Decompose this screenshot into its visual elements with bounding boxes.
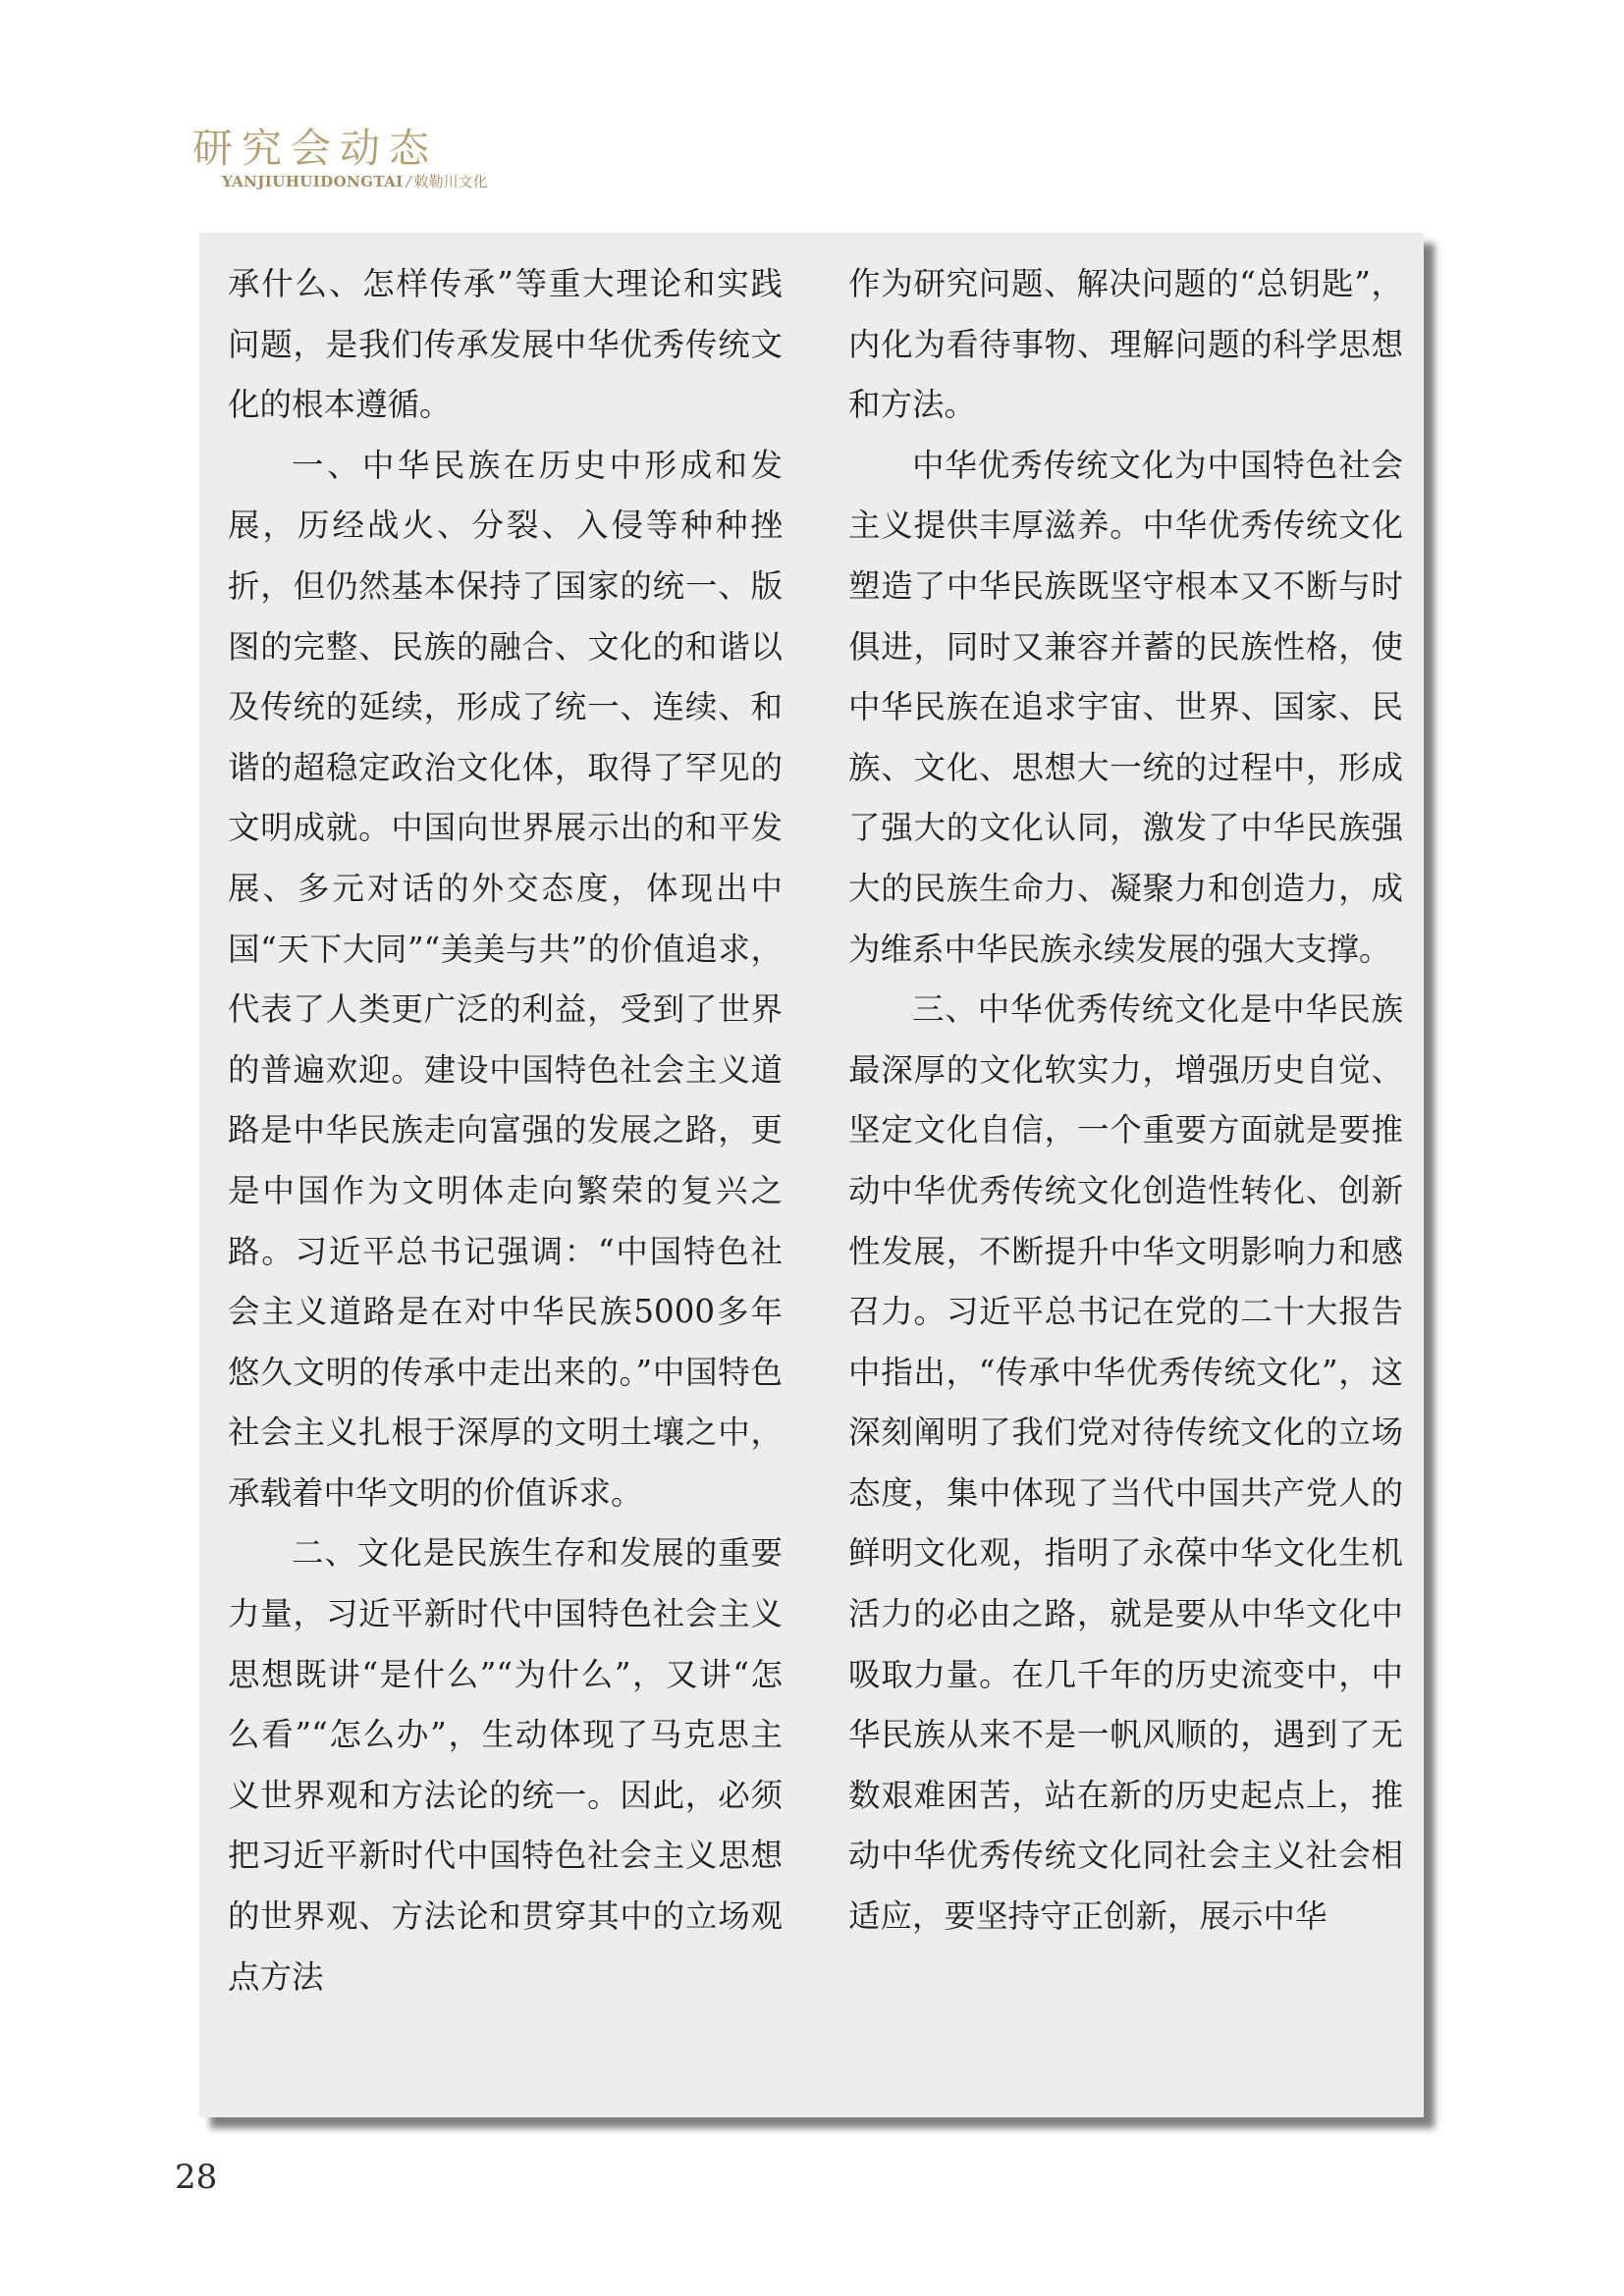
- left-paragraph-1: 承什么、怎样传承”等重大理论和实践问题，是我们传承发展中华优秀传统文化的根本遵循。: [228, 265, 783, 424]
- left-column: [228, 254, 783, 2007]
- section-title: 研究会动态: [192, 125, 438, 172]
- left-paragraph-2: 一、中华民族在历史中形成和发展，历经战火、分裂、入侵等种种挫折，但仍然基本保持了国家的统一、版图的完整、民族的融合、文化的和谐以及传统的延续，形成了统一、连续、和谐的超稳定政治文化体，取得了罕见的文明成就。中国向世界展示出的和平发展、多元对话的外交态度，体现出中国“天下大同”“美美与共”的价值追求，代表了人类更广泛的利益，受到了世界的普遍欢迎。建设中国特色社会主义道路是中华民族走向富强的发展之路，更是中国作为文明体走向繁荣的复兴之路。习近平总书记强调：“中国特色社会主义道路是在对中华民族5000多年悠久文明的传承中走出来的。”中国特色社会主义扎根于深厚的文明土壤之中，承载着中华文明的价值诉求。: [228, 446, 783, 1512]
- article-panel: [199, 233, 1424, 2117]
- right-paragraph-2: 中华优秀传统文化为中国特色社会主义提供丰厚滋养。中华优秀传统文化塑造了中华民族既坚守根本又不断与时俱进，同时又兼容并蓄的民族性格，使中华民族在追求宇宙、世界、国家、民族、文化、思想大一统的过程中，形成了强大的文化认同，激发了中华民族强大的民族生命力、凝聚力和创造力，成为维系中华民族永续发展的强大支撑。: [848, 446, 1403, 968]
- section-subtitle-slash: /: [406, 173, 411, 190]
- left-paragraph-3: 二、文化是民族生存和发展的重要力量，习近平新时代中国特色社会主义思想既讲“是什么”“为什么”，又讲“怎么看”“怎么办”，生动体现了马克思主义世界观和方法论的统一。因此，必须把习近平新时代中国特色社会主义思想的世界观、方法论和贯穿其中的立场观点方法: [228, 1534, 783, 1996]
- section-subtitle: [222, 171, 488, 191]
- section-subtitle-latin: YANJIUHUIDONGTAI: [222, 173, 404, 190]
- page-number: 28: [175, 2158, 218, 2197]
- right-paragraph-1: 作为研究问题、解决问题的“总钥匙”，内化为看待事物、理解问题的科学思想和方法。: [848, 265, 1403, 424]
- right-column: [848, 254, 1403, 1948]
- section-subtitle-cn: 敕勒川文化: [413, 173, 488, 190]
- right-paragraph-3: 三、中华优秀传统文化是中华民族最深厚的文化软实力，增强历史自觉、坚定文化自信，一个重要方面就是要推动中华优秀传统文化创造性转化、创新性发展，不断提升中华文明影响力和感召力。习近平总书记在党的二十大报告中指出，“传承中华优秀传统文化”，这深刻阐明了我们党对待传统文化的立场态度，集中体现了当代中国共产党人的鲜明文化观，指明了永葆中华文化生机活力的必由之路，就是要从中华文化中吸取力量。在几千年的历史流变中，中华民族从来不是一帆风顺的，遇到了无数艰难困苦，站在新的历史起点上，推动中华优秀传统文化同社会主义社会相适应，要坚持守正创新，展示中华: [848, 990, 1403, 1936]
